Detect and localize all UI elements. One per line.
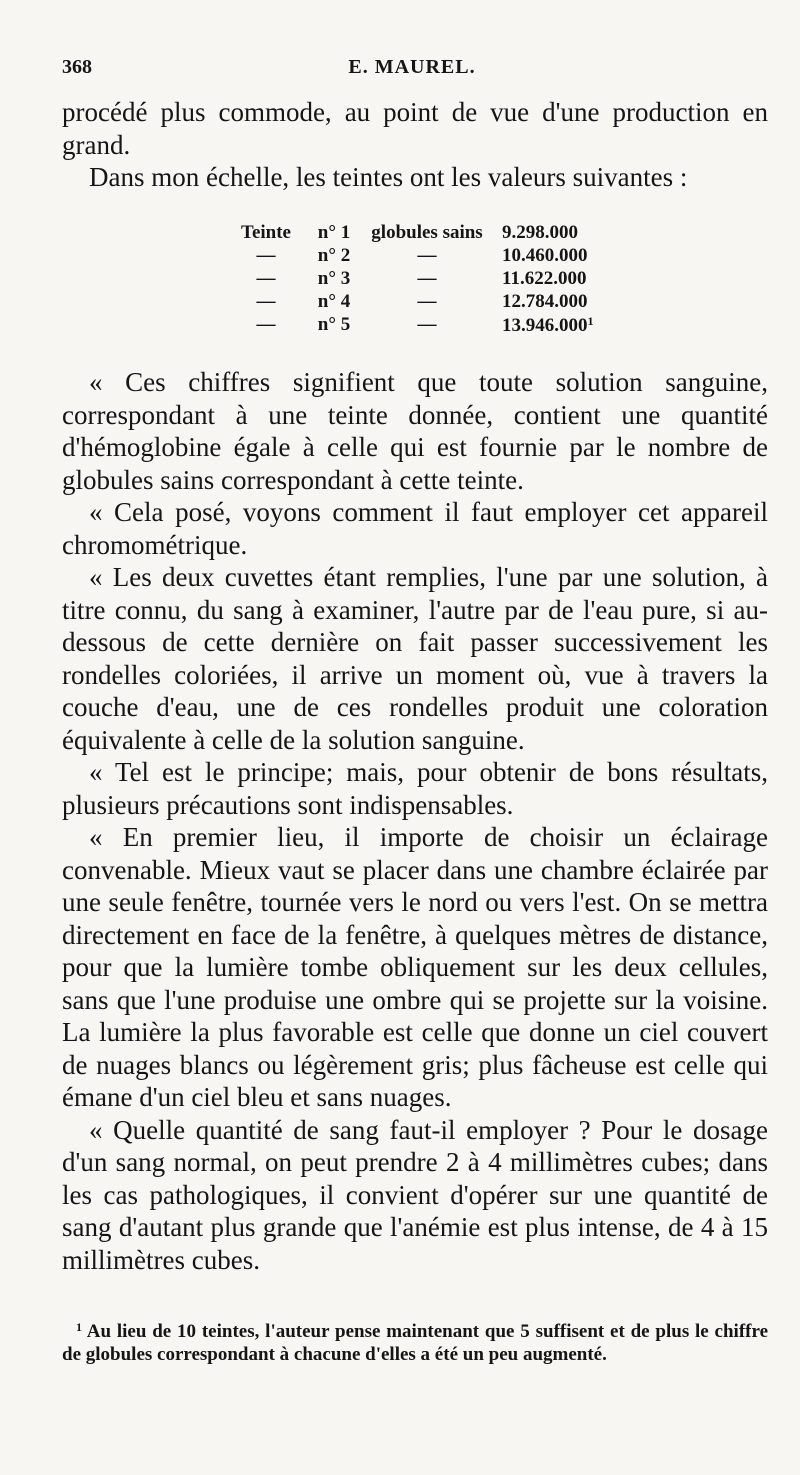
tint-number: n° 4: [317, 291, 351, 312]
value-text: 10.460.000: [502, 245, 588, 266]
paragraph: « Ces chiffres signifient que toute solution sanguine, correspondant à une teinte donnée, contient une quantité d'hémoglobine égale à celle qui est fournie par le nombre de globules sains correspondant à cette teinte.: [62, 367, 768, 495]
tint-label: —: [256, 245, 276, 266]
value-text: 12.784.000: [502, 291, 588, 312]
table-row: [62, 268, 768, 291]
footnote-text: [62, 1316, 768, 1366]
footnote-marker: 1: [76, 1320, 82, 1334]
paragraph: procédé plus commode, au point de vue d'une production en grand.: [62, 97, 768, 160]
main-text: [62, 366, 768, 1276]
paragraph: « Quelle quantité de sang faut-il employer ? Pour le dosage d'un sang normal, on peut prendre 2 à 4 millimètres cubes; dans les cas pathologiques, il convient d'opérer sur une quantité de sang d'autant plus grande que l'anémie est plus intense, de 4 à 15 millimètres cubes.: [62, 1114, 768, 1275]
table-row: [62, 314, 768, 337]
unit-label: —: [417, 245, 437, 266]
tint-label: —: [256, 268, 276, 289]
footnote-ref[interactable]: 1: [587, 314, 594, 328]
tint-number: n° 2: [317, 245, 351, 266]
paragraph: « Cela posé, voyons comment il faut employer cet appareil chromométrique.: [62, 497, 768, 560]
unit-label: —: [417, 268, 437, 289]
unit-label: —: [417, 291, 437, 312]
paragraph: « Tel est le principe; mais, pour obtenir de bons résultats, plusieurs précautions sont indispensables.: [62, 757, 768, 820]
footnote: [62, 1316, 768, 1366]
paragraph: « En premier lieu, il importe de choisir un éclairage convenable. Mieux vaut se placer dans une chambre éclairée par une seule fenêtre, tournée vers le nord ou vers l'est. On se mettra directement en face de la fenêtre, à quelques mètres de distance, pour que la lumière tombe obliquement sur les deux cellules, sans que l'une produise une ombre qui se projette sur la voisine. La lumière la plus favorable est celle que donne un ciel couvert de nuages blancs ou légèrement gris; plus fâcheuse est celle qui émane d'un ciel bleu et sans nuages.: [62, 822, 768, 1112]
globule-value: [502, 291, 588, 313]
footnote-body: Au lieu de 10 teintes, l'auteur pense maintenant que 5 suffisent et de plus le chiffre de globules correspondant à chacune d'elles a été un peu augmenté.: [62, 1321, 768, 1365]
tint-values-table: [62, 222, 768, 337]
page-number: 368: [62, 56, 92, 78]
globule-value: [502, 268, 586, 290]
tint-number: n° 1: [317, 222, 351, 243]
tint-label: —: [256, 314, 276, 335]
running-head-author: E. MAUREL.: [348, 56, 476, 78]
globule-value: [502, 222, 578, 244]
table-row: [62, 222, 768, 245]
globule-value: [502, 245, 588, 267]
unit-label: globules sains: [371, 222, 483, 243]
running-header: [62, 56, 762, 86]
unit-label: —: [417, 314, 437, 335]
tint-label: Teinte: [241, 222, 291, 243]
globule-value: [502, 314, 594, 337]
intro-text: [62, 96, 768, 194]
table-row: [62, 291, 768, 314]
value-text: 9.298.000: [502, 222, 578, 243]
tint-number: n° 5: [317, 314, 351, 335]
value-text: 11.622.000: [502, 268, 587, 289]
tint-number: n° 3: [317, 268, 351, 289]
table-row: [62, 245, 768, 268]
tint-label: —: [256, 291, 276, 312]
paragraph: « Les deux cuvettes étant remplies, l'une par une solution, à titre connu, du sang à examiner, l'autre par de l'eau pure, si au-dessous de cette dernière on fait passer successivement les rondelles coloriées, il arrive un moment où, vue à travers la couche d'eau, une de ces rondelles produit une coloration équivalente à celle de la solution sanguine.: [62, 562, 768, 755]
value-text: 13.946.000: [502, 315, 588, 336]
paragraph: Dans mon échelle, les teintes ont les valeurs suivantes :: [89, 162, 688, 192]
